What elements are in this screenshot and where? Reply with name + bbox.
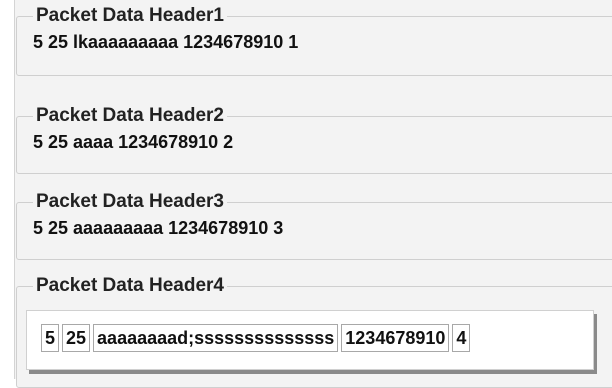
field-id[interactable]: 1234678910: [341, 324, 449, 352]
packet-header-1-group: [16, 5, 612, 76]
packet-header-2-data: 5 25 aaaa 1234678910 2: [33, 132, 234, 152]
packet-header-4-fields-box: [26, 310, 594, 370]
packet-header-1-title: Packet Data Header1: [33, 5, 227, 27]
packet-header-2-title: Packet Data Header2: [33, 105, 227, 127]
packet-header-1-data: 5 25 lkaaaaaaaaa 1234678910 1: [33, 32, 299, 52]
field-length[interactable]: 25: [62, 324, 90, 352]
packet-header-2-group: [16, 105, 612, 174]
field-version[interactable]: 5: [41, 324, 59, 352]
packet-header-4-title: Packet Data Header4: [33, 275, 227, 297]
packet-header-3-title: Packet Data Header3: [33, 191, 227, 213]
field-sequence[interactable]: 4: [452, 324, 470, 352]
packet-header-4-field-row: [41, 324, 470, 352]
packet-header-3-data: 5 25 aaaaaaaaa 1234678910 3: [33, 218, 284, 238]
field-payload[interactable]: aaaaaaaad;ssssssssssssss: [93, 324, 338, 352]
packet-header-3-group: [16, 191, 612, 260]
